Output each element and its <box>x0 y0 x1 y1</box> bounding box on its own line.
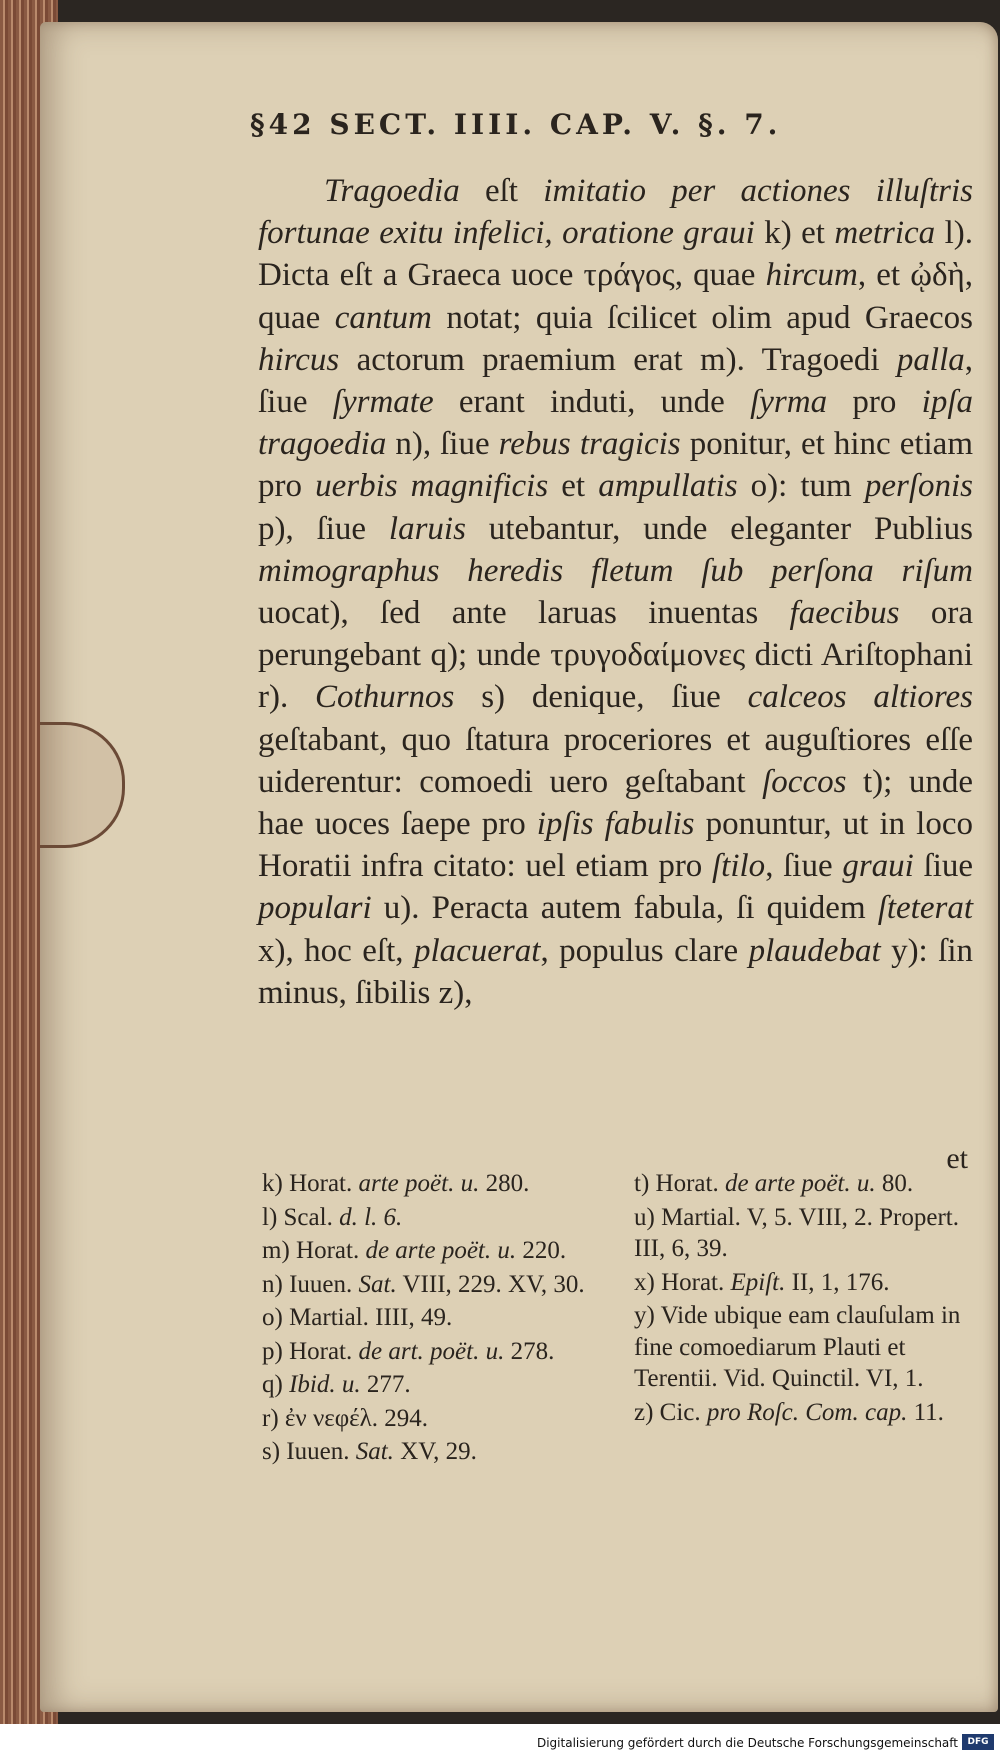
text-run: 278. <box>504 1337 555 1365</box>
italic-run: cantum <box>334 299 432 336</box>
italic-run: plaudebat <box>748 932 881 969</box>
footnote <box>262 1369 602 1401</box>
text-run: y): ſin minus, ſibilis z), <box>258 932 974 1011</box>
italic-run: uerbis magnificis <box>315 468 549 505</box>
italic-run: de arte poët. u. <box>365 1237 517 1264</box>
funding-note: Digitalisierung gefördert durch die Deutsche Forschungsgemeinschaft <box>536 1736 958 1750</box>
italic-run: populari <box>258 890 372 927</box>
text-run: uocat), ſed ante laruas inuentas <box>258 595 790 632</box>
text-run: 280. <box>479 1170 530 1197</box>
italic-run: ſtilo <box>712 848 766 885</box>
page-clasp <box>40 722 125 848</box>
text-run: u) Martial. V, 5. VIII, 2. Propert. III, 6, 39. <box>634 1203 959 1262</box>
italic-run: pro Roſc. Com. cap. <box>706 1398 908 1426</box>
text-run: z) Cic. <box>634 1398 707 1426</box>
italic-run: mimographus heredis fletum ſub perſona riſum <box>258 552 973 589</box>
italic-run: d. l. 6. <box>339 1203 403 1231</box>
footnote <box>262 1302 602 1334</box>
text-run: 220. <box>516 1237 567 1264</box>
text-run: notat; quia ſcilicet olim apud Graecos <box>431 299 973 336</box>
text-run: q) <box>262 1371 290 1398</box>
italic-run: ſyrmate <box>332 384 434 421</box>
italic-run: de art. poët. u. <box>358 1337 505 1365</box>
italic-run: placuerat <box>413 932 541 969</box>
text-run: s) denique, ſiue <box>454 679 748 716</box>
text-run: ponitur, et hinc etiam pro <box>258 426 973 505</box>
text-run: r) ἐν νεφέλ. 294. <box>262 1404 429 1432</box>
footnotes-right-column <box>634 1168 974 1470</box>
text-run: actorum praemium erat m). Tragoedi <box>339 341 897 378</box>
italic-run: ampullatis <box>598 468 738 505</box>
italic-run: arte poët. u. <box>358 1170 480 1197</box>
text-run: t) Horat. <box>634 1170 725 1197</box>
italic-run: hircus <box>258 341 340 378</box>
main-text <box>258 170 973 1014</box>
text-run: k) et <box>754 215 835 252</box>
text-run: l). Dicta eſt a Graeca uoce τράγος, quae <box>258 215 973 294</box>
footnote <box>634 1397 974 1429</box>
paragraph <box>258 170 973 1014</box>
text-run: , ſiue <box>258 341 973 421</box>
italic-run: Ibid. u. <box>289 1371 361 1398</box>
text-run: erant induti, unde <box>433 384 751 421</box>
italic-run: Tragoedia <box>324 173 460 209</box>
text-run: s) Iuuen. <box>262 1438 356 1465</box>
footnote <box>262 1168 602 1200</box>
italic-run: palla <box>896 341 965 378</box>
footnote <box>634 1267 974 1299</box>
text-run: 80. <box>875 1170 914 1197</box>
italic-run: Cothurnos <box>315 679 455 716</box>
italic-run: ſteterat <box>877 890 973 927</box>
footnote <box>262 1202 602 1234</box>
italic-run: Sat. <box>358 1270 397 1298</box>
italic-run: faecibus <box>789 595 900 632</box>
running-head: §42 SECT. IIII. CAP. V. §. 7. <box>250 108 782 141</box>
footnote <box>634 1168 974 1200</box>
italic-run: perſonis <box>864 468 973 505</box>
text-run: n) Iuuen. <box>262 1270 359 1298</box>
text-run: n), ſiue <box>386 426 499 463</box>
text-run: 11. <box>907 1398 944 1426</box>
footnote <box>262 1336 602 1368</box>
text-run: k) Horat. <box>262 1170 359 1197</box>
italic-run: calceos altiores <box>747 679 973 716</box>
text-run: utebantur, unde eleganter Publius <box>465 510 973 547</box>
text-run: p) Horat. <box>262 1337 359 1365</box>
italic-run: rebus tragicis <box>498 426 681 463</box>
footnotes-left-column <box>262 1168 602 1470</box>
text-run: t); unde hae uoces ſaepe pro <box>258 763 973 843</box>
footnote <box>262 1235 602 1267</box>
text-run: o) Martial. IIII, 49. <box>262 1304 453 1331</box>
text-run: u). Peracta autem fabula, ſi quidem <box>371 890 878 927</box>
text-run: ora perungebant q); unde τρυγοδαίμονες dicti Ariſtophani r). <box>258 595 974 716</box>
text-run: l) Scal. <box>262 1203 340 1231</box>
footnotes <box>262 1168 974 1470</box>
italic-run: imitatio per actiones illuſtris fortunae exitu infelici, oratione graui <box>258 173 973 252</box>
text-run: XV, 29. <box>393 1438 477 1465</box>
text-run: ſiue <box>913 848 974 885</box>
italic-run: Sat. <box>355 1438 394 1465</box>
text-run: pro <box>827 384 922 421</box>
italic-run: laruis <box>388 510 466 547</box>
text-run: , et ᾠδὴ, quae <box>258 257 974 336</box>
italic-run: ſoccos <box>762 763 847 800</box>
italic-run: ſyrma <box>750 384 828 421</box>
italic-run: metrica <box>834 215 936 252</box>
text-run: , populus clare <box>540 932 749 969</box>
text-run: o): tum <box>737 468 865 505</box>
footnote <box>634 1300 974 1395</box>
text-run: VIII, 229. XV, 30. <box>396 1270 585 1298</box>
catchword: et <box>946 1142 968 1175</box>
italic-run: Epiſt. <box>730 1268 786 1296</box>
italic-run: hircum <box>765 257 858 294</box>
text-run: p), ſiue <box>258 510 389 547</box>
text-run: y) Vide ubique eam clauſulam in fine comoediarum Plauti et Terentii. Vid. Quinctil. VI, 1. <box>634 1302 961 1392</box>
footer-bar <box>0 1724 1000 1760</box>
text-run: , ſiue <box>765 848 843 885</box>
italic-run: ipſis fabulis <box>536 806 695 843</box>
text-run: geſtabant, quo ſtatura proceriores et auguſtiores eſſe uiderentur: comoedi uero geſtabant <box>258 721 973 800</box>
italic-run: graui <box>842 848 914 885</box>
text-run: ponuntur, ut in loco Horatii infra citato: uel etiam pro <box>258 806 973 885</box>
footnote <box>262 1403 602 1435</box>
footnote <box>262 1436 602 1468</box>
text-run: eſt <box>459 173 544 209</box>
text-run: m) Horat. <box>262 1237 366 1264</box>
footnote <box>634 1202 974 1265</box>
text-run: 277. <box>360 1371 411 1398</box>
text-run: x), hoc eſt, <box>258 932 414 969</box>
text-run: x) Horat. <box>634 1268 731 1296</box>
dfg-logo: DFG <box>962 1734 994 1750</box>
footnote <box>262 1269 602 1301</box>
italic-run: ipſa tragoedia <box>258 384 973 463</box>
italic-run: de arte poët. u. <box>724 1170 876 1197</box>
text-run: et <box>548 468 599 505</box>
text-run: II, 1, 176. <box>785 1268 890 1296</box>
